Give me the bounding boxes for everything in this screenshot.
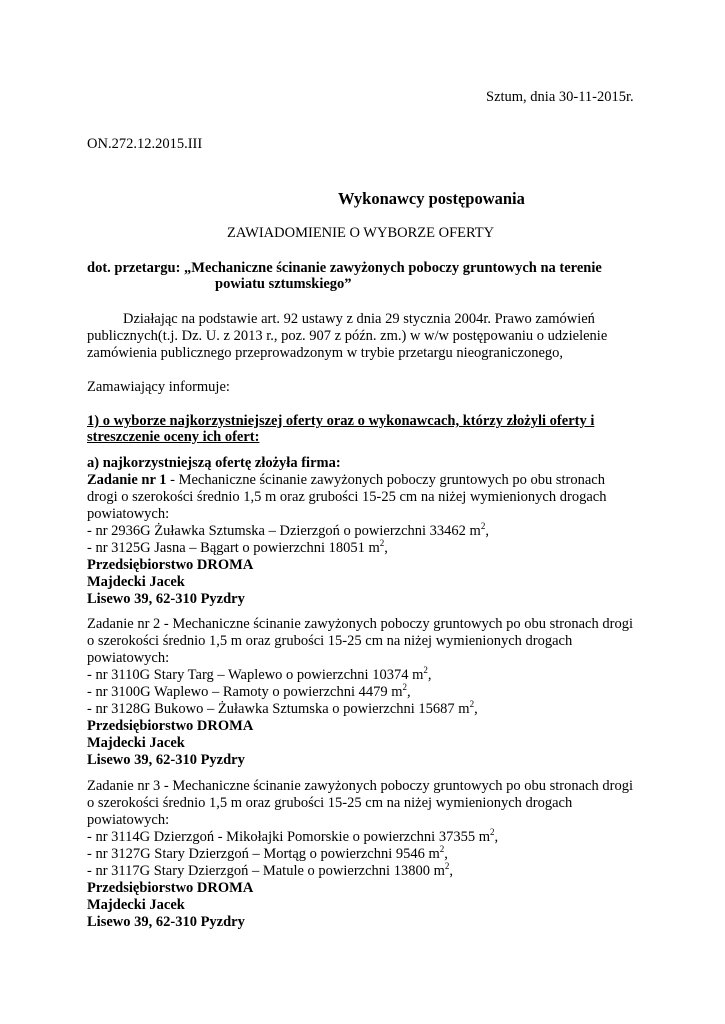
task1-company: Przedsiębiorstwo DROMA [87,557,254,573]
task2-road-1: - nr 3110G Stary Targ – Waplewo o powierzchni 10374 $m^2$, [87,665,432,683]
task3-road-1: - nr 3114G Dzierzgoń - Mikołajki Pomorskie o powierzchni 37355 $m^2$, [87,827,499,845]
task3-road-3: - nr 3117G Stary Dzierzgoń – Matule o powierzchni 13800 $m^2$, [87,861,453,879]
reference-number: ON.272.12.2015.III [87,136,203,152]
task1-desc-line-2: drogi o szerokości średnio 1,5 m oraz grubości 15-25 cm na niżej wymienionych drogach [87,489,607,505]
intro-line-1: Działając na podstawie art. 92 ustawy z dnia 29 stycznia 2004r. Prawo zamówień [123,311,595,327]
section1-heading-line-1: 1) o wyborze najkorzystniejszej oferty oraz o wykonawcach, którzy złożyli oferty i [87,413,595,429]
task2-owner: Majdecki Jacek [87,735,185,751]
task2-road-2: - nr 3100G Waplewo – Ramoty o powierzchni 4479 $m^2$, [87,682,411,700]
subject-line-1: dot. przetargu: „Mechaniczne ścinanie zawyżonych poboczy gruntowych na terenie [87,260,602,276]
task1-road-2: - nr 3125G Jasna – Bągart o powierzchni 18051 $m^2$, [87,538,388,556]
task3-owner: Majdecki Jacek [87,897,185,913]
informs-line: Zamawiający informuje: [87,379,230,395]
intro-line-3: zamówienia publicznego przeprowadzonym w trybie przetargu nieograniczonego, [87,345,564,361]
task2-block [87,616,633,769]
task1-label: Zadanie nr 1 [87,472,167,488]
task2-road-3: - nr 3128G Bukowo – Żuławka Sztumska o powierzchni 15687 $m^2$, [87,699,478,717]
task3-company: Przedsiębiorstwo DROMA [87,880,254,896]
task1-block [87,455,606,608]
task1-owner: Majdecki Jacek [87,574,185,590]
task2-desc-line-1: Zadanie nr 2 - Mechaniczne ścinanie zawyżonych poboczy gruntowych po obu stronach drogi [87,616,633,632]
intro-line-2: publicznych(t.j. Dz. U. z 2013 r., poz. 907 z późn. zm.) w w/w postępowaniu o udzielenie [87,328,608,344]
task2-address: Lisewo 39, 62-310 Pyzdry [87,752,245,768]
best-offer-label: a) najkorzystniejszą ofertę złożyła firma: [87,455,341,471]
task3-desc-line-3: powiatowych: [87,812,170,828]
task3-desc-line-2: o szerokości średnio 1,5 m oraz grubości 15-25 cm na niżej wymienionych drogach [87,795,573,811]
task1-desc-line-1: Zadanie nr 1 - Mechaniczne ścinanie zawyżonych poboczy gruntowych po obu stronach [87,472,605,488]
subject-line-2: powiatu sztumskiego” [215,276,352,292]
task3-address: Lisewo 39, 62-310 Pyzdry [87,914,245,930]
task2-company: Przedsiębiorstwo DROMA [87,718,254,734]
task3-desc-line-1: Zadanie nr 3 - Mechaniczne ścinanie zawyżonych poboczy gruntowych po obu stronach drogi [87,778,633,794]
section1-heading-line-2: streszczenie oceny ich ofert: [87,429,260,445]
place-date: Sztum, dnia 30-11-2015r. [486,89,634,105]
task1-road-1: - nr 2936G Żuławka Sztumska – Dzierzgoń o powierzchni 33462 $m^2$, [87,521,489,539]
task3-road-2: - nr 3127G Stary Dzierzgoń – Mortąg o powierzchni 9546 $m^2$, [87,844,448,862]
task3-block [87,778,633,931]
task1-desc-line-3: powiatowych: [87,506,170,522]
task2-desc-line-3: powiatowych: [87,650,170,666]
notice-title: ZAWIADOMIENIE O WYBORZE OFERTY [227,225,495,241]
task2-desc-line-2: o szerokości średnio 1,5 m oraz grubości 15-25 cm na niżej wymienionych drogach [87,633,573,649]
recipients-heading: Wykonawcy postępowania [338,189,525,208]
task1-address: Lisewo 39, 62-310 Pyzdry [87,591,245,607]
